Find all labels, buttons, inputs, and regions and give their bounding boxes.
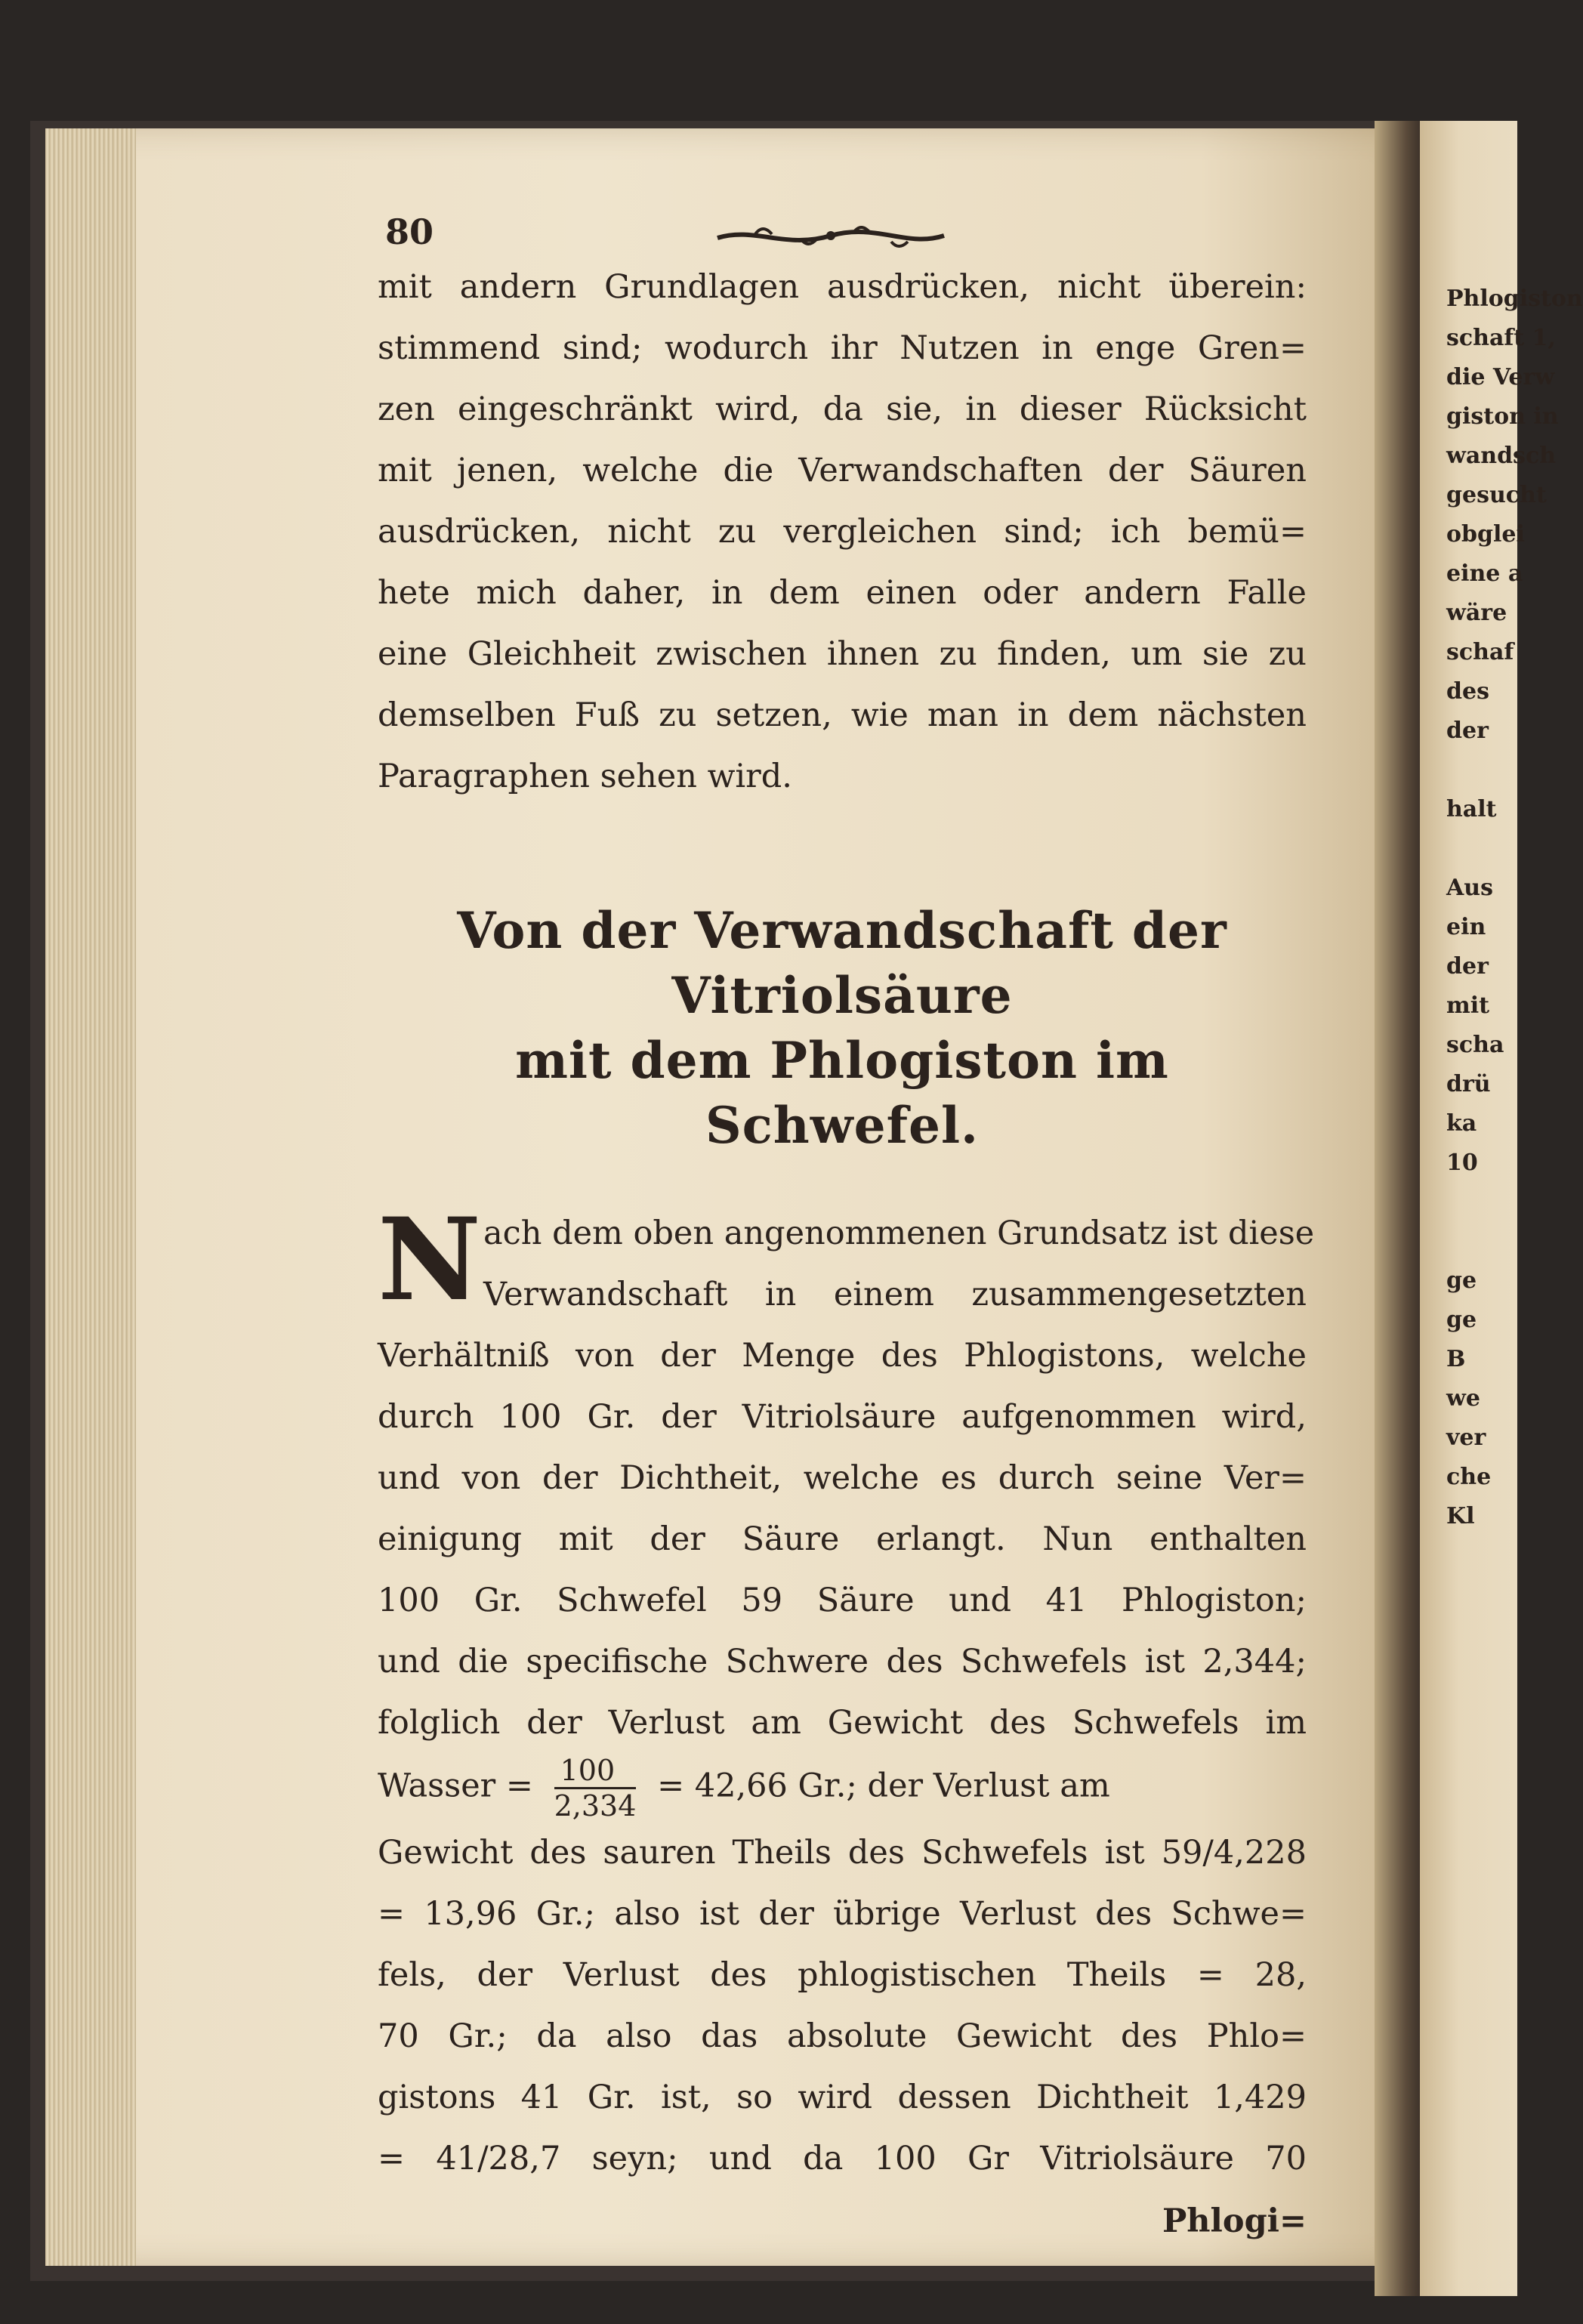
- text-line: Paragraphen sehen wird.: [378, 758, 792, 795]
- text-line: ach dem oben angenommenen Grundsatz ist diese: [483, 1214, 1315, 1252]
- right-page-fragment: [1446, 751, 1517, 790]
- fraction-numerator: 100: [554, 1754, 637, 1789]
- text-line: 70 Gr.; da also das absolute Gewicht des Phlo=: [378, 2017, 1307, 2055]
- right-page-fragment: Kl: [1446, 1503, 1475, 1529]
- right-page-fragment: drü: [1446, 1071, 1491, 1097]
- text-line: und von der Dichtheit, welche es durch seine Ver=: [378, 1459, 1307, 1497]
- page-edges: [45, 128, 136, 2266]
- page-content: [378, 204, 1315, 2252]
- right-page-fragment: ge: [1446, 1267, 1477, 1294]
- right-page-fragment: scha: [1446, 1032, 1504, 1058]
- page-header: [378, 204, 1307, 257]
- text-line: = 41/28,7 seyn; und da 100 Gr Vitriolsäure 70: [378, 2140, 1307, 2177]
- right-page-fragment: che: [1446, 1464, 1492, 1490]
- text-line: mit andern Grundlagen ausdrücken, nicht überein:: [378, 268, 1307, 306]
- text-line: folglich der Verlust am Gewicht des Schwefels im: [378, 1704, 1307, 1742]
- right-page-fragment: ge: [1446, 1307, 1477, 1333]
- right-page-fragment: [1446, 829, 1517, 869]
- right-page-fragment: die Verw: [1446, 364, 1555, 390]
- intro-paragraph: [378, 257, 1307, 807]
- text-line: 100 Gr. Schwefel 59 Säure und 41 Phlogiston;: [378, 1582, 1307, 1619]
- right-page-fragment: B: [1446, 1346, 1466, 1372]
- right-page-fragment: eine a: [1446, 560, 1523, 587]
- text-line: demselben Fuß zu setzen, wie man in dem nächsten: [378, 696, 1307, 734]
- right-page-fragment: obglei: [1446, 521, 1525, 548]
- heading-line-2: mit dem Phlogiston im Schwefel.: [515, 1031, 1169, 1155]
- text-line: eine Gleichheit zwischen ihnen zu finden, um sie zu: [378, 635, 1307, 673]
- right-page-fragment: halt: [1446, 796, 1497, 823]
- page-number: 80: [385, 211, 434, 252]
- text-line: ausdrücken, nicht zu vergleichen sind; ich bemü=: [378, 513, 1307, 551]
- text-line: Gewicht des sauren Theils des Schwefels ist 59/4,228: [378, 1834, 1307, 1872]
- formula-suffix: = 42,66 Gr.; der Verlust am: [657, 1767, 1110, 1805]
- right-page-fragment: Aus: [1446, 875, 1493, 901]
- right-page-fragment: schaf: [1446, 639, 1514, 665]
- fraction-denominator: 2,334: [554, 1789, 637, 1822]
- text-line: fels, der Verlust des phlogistischen Theils = 28,: [378, 1956, 1307, 1994]
- formula-prefix: Wasser =: [378, 1767, 533, 1805]
- text-line: durch 100 Gr. der Vitriolsäure aufgenommen wird,: [378, 1398, 1307, 1436]
- section-heading: [378, 898, 1307, 1158]
- section-paragraph-continued: [378, 1822, 1307, 2190]
- right-page-fragment: wandsch: [1446, 443, 1557, 469]
- right-page-text-fragments: [1446, 279, 1583, 1536]
- right-page-fragment: we: [1446, 1385, 1480, 1412]
- catchword: Phlogi=: [1162, 2202, 1307, 2240]
- floral-ornament-icon: [710, 219, 952, 257]
- right-page-fragment: [1446, 1183, 1517, 1222]
- right-page-fragment: Phlogiston: [1446, 285, 1583, 312]
- heading-line-1: Von der Verwandschaft der Vitriolsäure: [457, 901, 1227, 1025]
- formula: [378, 1754, 1307, 1822]
- right-page-fragment: ver: [1446, 1424, 1486, 1451]
- section-paragraph: [378, 1193, 1315, 1754]
- text-line: zen eingeschränkt wird, da sie, in dieser Rücksicht: [378, 390, 1307, 428]
- text-line: = 13,96 Gr.; also ist der übrige Verlust des Schwe=: [378, 1895, 1307, 1933]
- right-page-fragment: des: [1446, 678, 1489, 705]
- text-line: stimmend sind; wodurch ihr Nutzen in enge Gren=: [378, 329, 1307, 367]
- text-line: mit jenen, welche die Verwandschaften der Säuren: [378, 452, 1307, 489]
- right-page-fragment: gesucht: [1446, 482, 1547, 508]
- right-page-fragment: [1446, 1222, 1517, 1261]
- right-page-fragment: schaft 1,: [1446, 325, 1556, 351]
- text-line: und die specifische Schwere des Schwefels ist 2,344;: [378, 1643, 1307, 1681]
- right-page-fragment: ein: [1446, 914, 1486, 940]
- text-line: Verhältniß von der Menge des Phlogistons, welche: [378, 1337, 1307, 1375]
- formula-line: [378, 1754, 1307, 1822]
- right-page-fragment: 10: [1446, 1150, 1478, 1176]
- right-page-fragment: der: [1446, 953, 1489, 980]
- right-page-fragment: ka: [1446, 1110, 1477, 1137]
- right-page-fragment: wäre: [1446, 600, 1507, 626]
- section-body: [378, 1193, 1315, 2252]
- text-line: einigung mit der Säure erlangt. Nun enthalten: [378, 1520, 1307, 1558]
- text-line: hete mich daher, in dem einen oder andern Falle: [378, 574, 1307, 612]
- right-page-fragment: der: [1446, 718, 1489, 744]
- drop-cap: N: [378, 1193, 482, 1326]
- right-page-fragment: mit: [1446, 992, 1489, 1019]
- fraction: [554, 1754, 637, 1822]
- text-line: Verwandschaft in einem zusammengesetzten: [483, 1276, 1307, 1313]
- right-page-fragment: giston in: [1446, 403, 1559, 430]
- text-line: gistons 41 Gr. ist, so wird dessen Dichtheit 1,429: [378, 2079, 1307, 2116]
